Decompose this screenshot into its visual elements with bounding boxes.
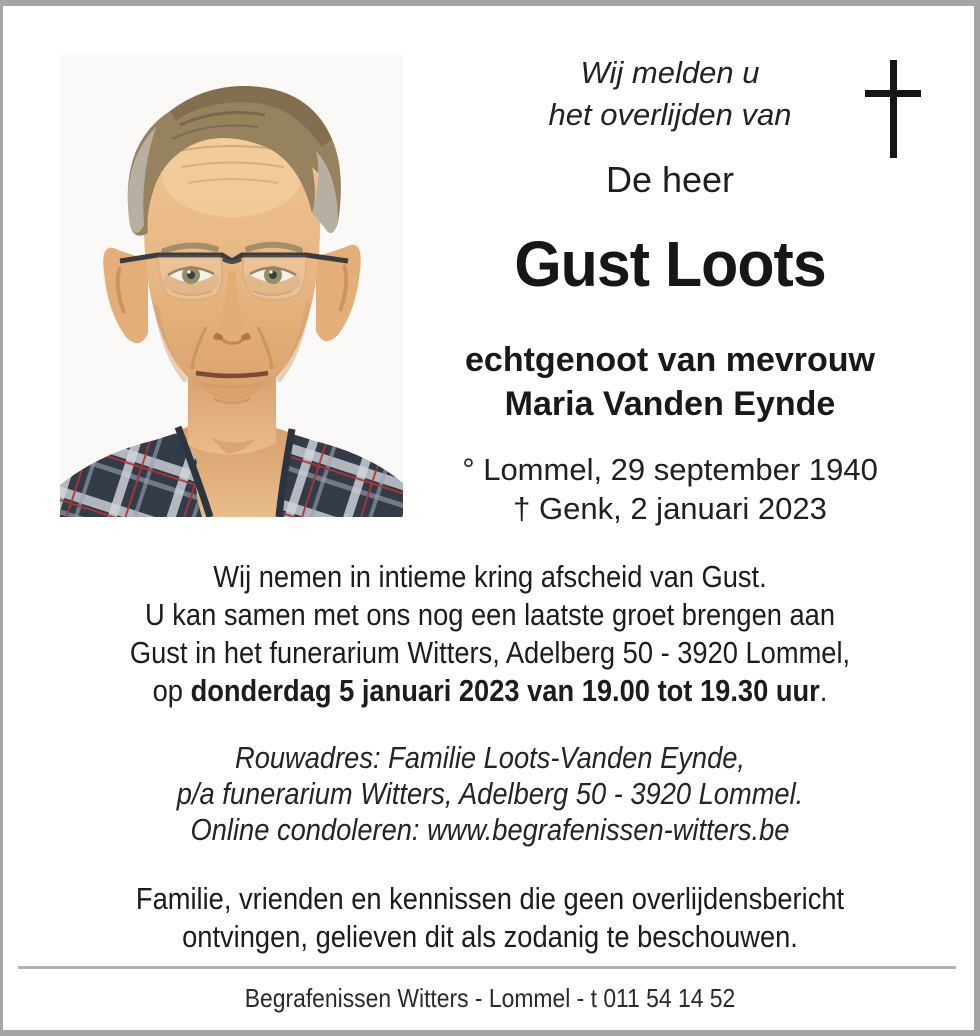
deceased-name: Gust Loots	[514, 228, 826, 300]
scan-border-right	[974, 0, 980, 1036]
body-line-4	[83, 672, 896, 710]
notice-line-1: Familie, vrienden en kennissen die geen overlijdensbericht	[135, 881, 845, 916]
mourning-line-1: Rouwadres: Familie Loots-Vanden Eynde,	[234, 740, 746, 775]
notice-block	[28, 880, 952, 956]
mourning-address-block	[28, 740, 952, 848]
ceremony-datetime: donderdag 5 januari 2023 van 19.00 tot 19.30 uur	[190, 673, 820, 708]
divider-rule	[18, 966, 956, 969]
spouse-line-1: echtgenoot van mevrouw	[465, 341, 875, 379]
scan-border-left	[0, 0, 3, 1036]
death-line: † Genk, 2 januari 2023	[513, 491, 827, 526]
scan-border-top	[0, 0, 980, 6]
spouse-block	[410, 338, 930, 426]
footer-line: Begrafenissen Witters - Lommel - t 011 54 14 52	[244, 983, 736, 1013]
scan-border-bottom	[0, 1030, 980, 1036]
spouse-line-2: Maria Vanden Eynde	[504, 385, 836, 423]
dates-block	[410, 450, 930, 528]
funeral-home-footer	[28, 982, 952, 1014]
mourning-line-3-online-condolence: Online condoleren: www.begrafenissen-witters.be	[190, 812, 790, 847]
body-line-4-suffix: .	[819, 673, 828, 708]
portrait-photo	[60, 55, 403, 517]
body-paragraph	[28, 558, 952, 710]
portrait-illustration	[60, 55, 403, 517]
body-line-1: Wij nemen in intieme kring afscheid van Gust.	[213, 559, 767, 594]
body-line-4-prefix: op	[152, 673, 191, 708]
body-line-2: U kan samen met ons nog een laatste groet brengen aan	[144, 597, 836, 632]
intro-line-2: het overlijden van	[548, 97, 792, 132]
notice-line-2: ontvingen, gelieven dit als zodanig te beschouwen.	[182, 919, 798, 954]
salutation: De heer	[605, 159, 735, 200]
intro-text	[410, 52, 930, 136]
intro-line-1: Wij melden u	[580, 55, 760, 90]
birth-line: ° Lommel, 29 september 1940	[462, 452, 878, 487]
body-line-3: Gust in het funerarium Witters, Adelberg 50 - 3920 Lommel,	[129, 635, 851, 670]
mourning-line-2: p/a funerarium Witters, Adelberg 50 - 3920 Lommel.	[176, 776, 804, 811]
